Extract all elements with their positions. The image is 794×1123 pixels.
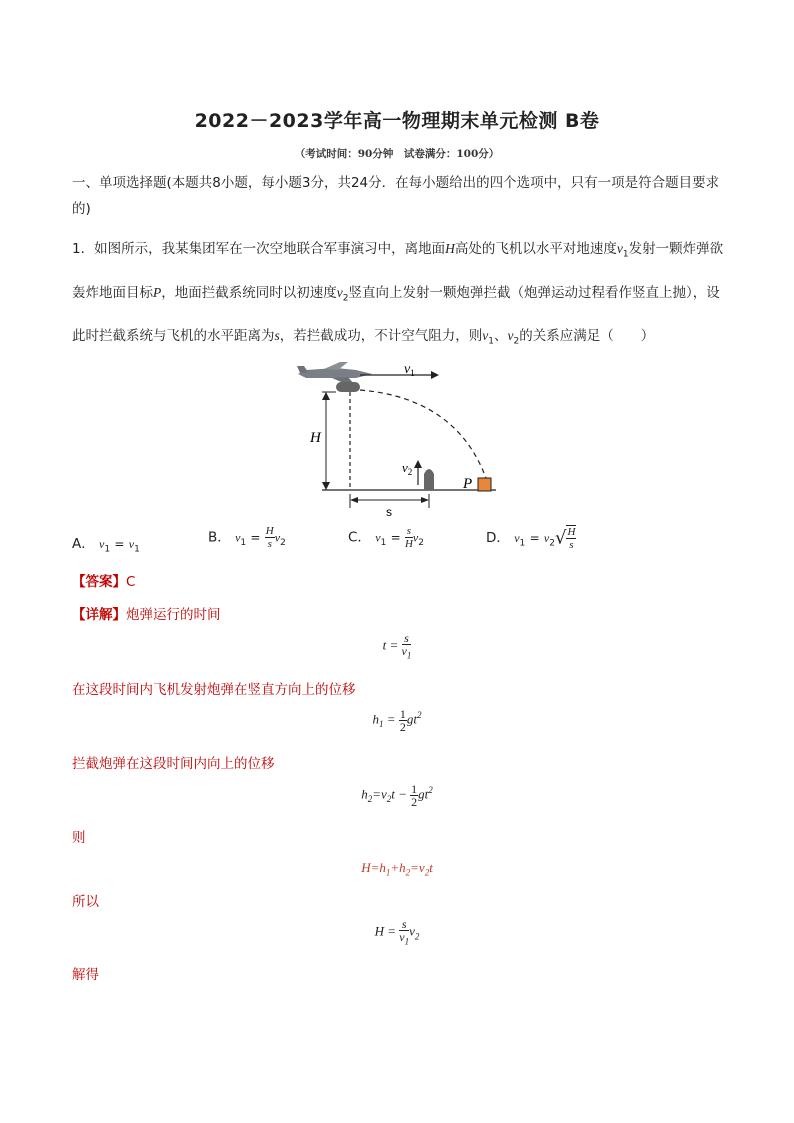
answer-line: 【答案】C	[72, 574, 136, 590]
page-title: 2022－2023学年高一物理期末单元检测 B卷	[194, 110, 600, 132]
equation-h2: $h_2=v_2t$ − $\frac{1}{2}$ $gt^2$	[361, 782, 433, 809]
v1-label: $v_1$	[404, 362, 415, 378]
question-1: 1．如图所示，我某集团军在一次空地联合军事演习中，离地面H高处的飞机以水平对地速度$v_1$发射一颗炸弹欲轰炸地面目标P，地面拦截系统同时以初速度$v_2$竖直向上发射一颗炮弹拦截（炮弹运动过程看作竖直上抛），设此时拦截系统与飞机的水平距离为s，若拦截成功，不计空气阻力，则$v_1$、$v_2$的关系应满足（ ）	[72, 241, 724, 348]
physics-diagram	[296, 360, 506, 520]
airplane-icon	[297, 362, 372, 384]
equation-H: H = $\frac{s}{v_1}$ $v_2$	[374, 917, 420, 947]
section-heading: 一、单项选择题(本题共8小题，每小题3分，共24分．在每小题给出的四个选项中，只有一项是符合题目要求的)	[72, 175, 720, 217]
H-label: H	[310, 430, 321, 446]
text-line-2: 拦截炮弹在这段时间内向上的位移	[72, 756, 275, 772]
option-D[interactable]: D． $v_1 = v_2√$ $\frac{H}{s}$	[486, 526, 576, 551]
s-label: s	[386, 505, 392, 519]
v2-label: $v_2$	[402, 460, 413, 477]
P-label: P	[463, 476, 473, 492]
option-A[interactable]: A． $v_1 = v_1$	[72, 536, 140, 555]
option-C[interactable]: C． $v_1$ = $\frac{s}{H}$ $v_2$	[348, 525, 424, 550]
bomb-icon	[336, 382, 360, 392]
trajectory	[360, 390, 486, 478]
text-line-4: 所以	[72, 894, 99, 910]
equation-h1: $h_1$ = $\frac{1}{2}$ $gt^2$	[372, 707, 422, 734]
shell-icon	[424, 469, 434, 490]
equation-sum: $H=h_1+h_2=v_2t$	[361, 860, 433, 878]
equation-time: t = $\frac{s}{v_1}$	[382, 631, 412, 661]
target-P	[478, 478, 491, 491]
text-line-5: 解得	[72, 967, 99, 983]
text-line-3: 则	[72, 830, 86, 846]
detail-line: 【详解】炮弹运行的时间	[72, 607, 221, 623]
exam-info: （考试时间：90分钟 试卷满分：100分）	[294, 148, 500, 160]
option-B[interactable]: B． $v_1$ = $\frac{H}{s}$ $v_2$	[208, 525, 286, 550]
text-line-1: 在这段时间内飞机发射炮弹在竖直方向上的位移	[72, 682, 356, 698]
